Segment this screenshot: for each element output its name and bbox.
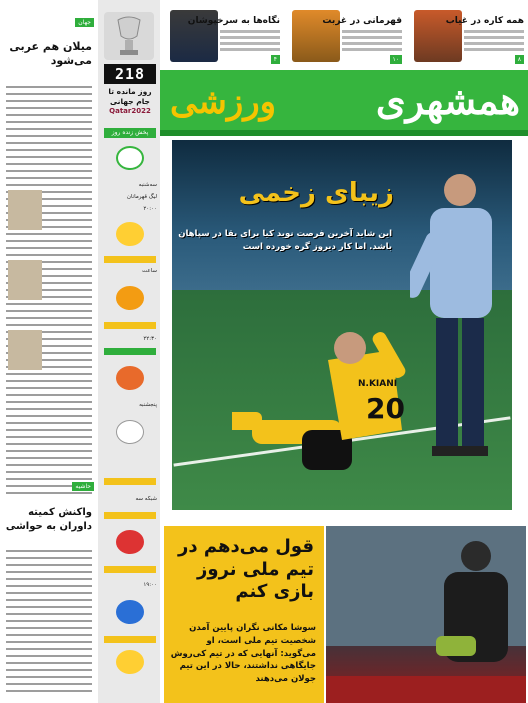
bottom-body: سوشا مکانی نگران پایین آمدن شخصیت تیم ملی است، او می‌گوید: آنهایی که در تیم کی‌روش جایگاهی نداشتند، حالا در این تیم جولان می‌دهند	[170, 623, 316, 684]
player-figure	[232, 320, 412, 480]
left-mid-tag: حاشیه	[72, 482, 94, 491]
team-logo-icon	[116, 366, 144, 390]
shirt-name: N.KIANI	[358, 379, 398, 389]
hero-subtitle: این شاید آخرین فرصت نوید کیا برای بقا در سپاهان باشد. اما کار دیروز گره خورده است	[178, 229, 392, 253]
left-top-tag: جهان	[75, 18, 94, 27]
channel-logo-icon	[116, 146, 144, 170]
teaser-text	[342, 30, 402, 54]
left-top-headline[interactable]: میلان هم عربی می‌شود	[9, 40, 92, 68]
bottom-story-photo	[326, 526, 526, 703]
schedule-row: سه‌شنبه	[138, 182, 157, 188]
masthead-date-bar	[160, 130, 528, 136]
schedule-divider	[104, 512, 156, 519]
schedule-divider	[104, 322, 156, 329]
left-inline-photo-2	[8, 260, 42, 300]
top-teaser-strip	[160, 0, 528, 70]
top-teaser-2[interactable]	[290, 6, 406, 64]
schedule-row: ۱۹:۰۰	[143, 582, 157, 588]
schedule-row: ساعت	[142, 268, 157, 274]
bottom-headline[interactable]: قول می‌دهم در تیم ملی نروز بازی کنم	[177, 536, 314, 602]
left-top-story[interactable]	[4, 18, 94, 78]
schedule-row: ۲۰:۰۰	[143, 206, 157, 212]
teaser-text	[464, 30, 524, 54]
teaser-page-number: ۴	[271, 55, 280, 64]
teaser-title: قهرمانی در غربت	[322, 16, 402, 26]
countdown-number: 218	[104, 64, 156, 84]
left-mid-headline[interactable]: واکنش کمیته داوران به حواشی	[5, 507, 92, 532]
teaser-text	[220, 30, 280, 54]
team-logo-icon	[116, 420, 144, 444]
left-mid-body-text	[6, 550, 92, 697]
masthead-logo: همشهری	[375, 78, 520, 123]
teaser-title: همه کاره در غیاب	[445, 16, 524, 26]
teaser-page-number: ۱۰	[390, 55, 402, 64]
team-logo-icon	[116, 286, 144, 310]
shirt-number: 20	[366, 392, 405, 425]
schedule-divider	[104, 348, 156, 355]
masthead	[160, 70, 528, 130]
schedule-divider	[104, 256, 156, 263]
teaser-title: نگاه‌ها به سرخپوشان	[187, 16, 280, 26]
schedule-section-head: پخش زنده روز	[104, 128, 156, 138]
top-teaser-1[interactable]	[412, 6, 528, 64]
schedule-row: ۲۲:۳۰	[143, 336, 157, 342]
bottom-story-textbox[interactable]	[164, 526, 324, 703]
left-news-column	[0, 0, 96, 703]
schedule-divider	[104, 566, 156, 573]
countdown-brand: Qatar2022	[109, 107, 151, 116]
world-cup-countdown	[104, 64, 156, 115]
teaser-page-number: ۸	[515, 55, 524, 64]
masthead-logo-sport: ورزشی	[170, 82, 277, 122]
team-logo-icon	[116, 650, 144, 674]
schedule-row: پنجشنبه	[139, 402, 157, 408]
team-logo-icon	[116, 600, 144, 624]
schedule-column	[98, 0, 160, 703]
left-inline-photo-1	[8, 190, 42, 230]
hero-headline[interactable]: زیبای زخمی	[238, 178, 394, 208]
bottom-story	[160, 520, 526, 703]
world-cup-illustration	[104, 12, 154, 60]
left-inline-photo-3	[8, 330, 42, 370]
countdown-caption: روز مانده تا جام جهانی	[108, 87, 152, 107]
coach-figure	[410, 170, 502, 470]
schedule-row: لیگ قهرمانان	[126, 194, 157, 200]
hero-photo[interactable]	[172, 140, 512, 510]
schedule-divider	[104, 636, 156, 643]
top-teaser-3[interactable]	[168, 6, 284, 64]
schedule-row: شبکه سه	[135, 496, 157, 502]
team-logo-icon	[116, 530, 144, 554]
schedule-divider	[104, 478, 156, 485]
left-mid-story[interactable]	[4, 482, 94, 542]
team-logo-icon	[116, 222, 144, 246]
